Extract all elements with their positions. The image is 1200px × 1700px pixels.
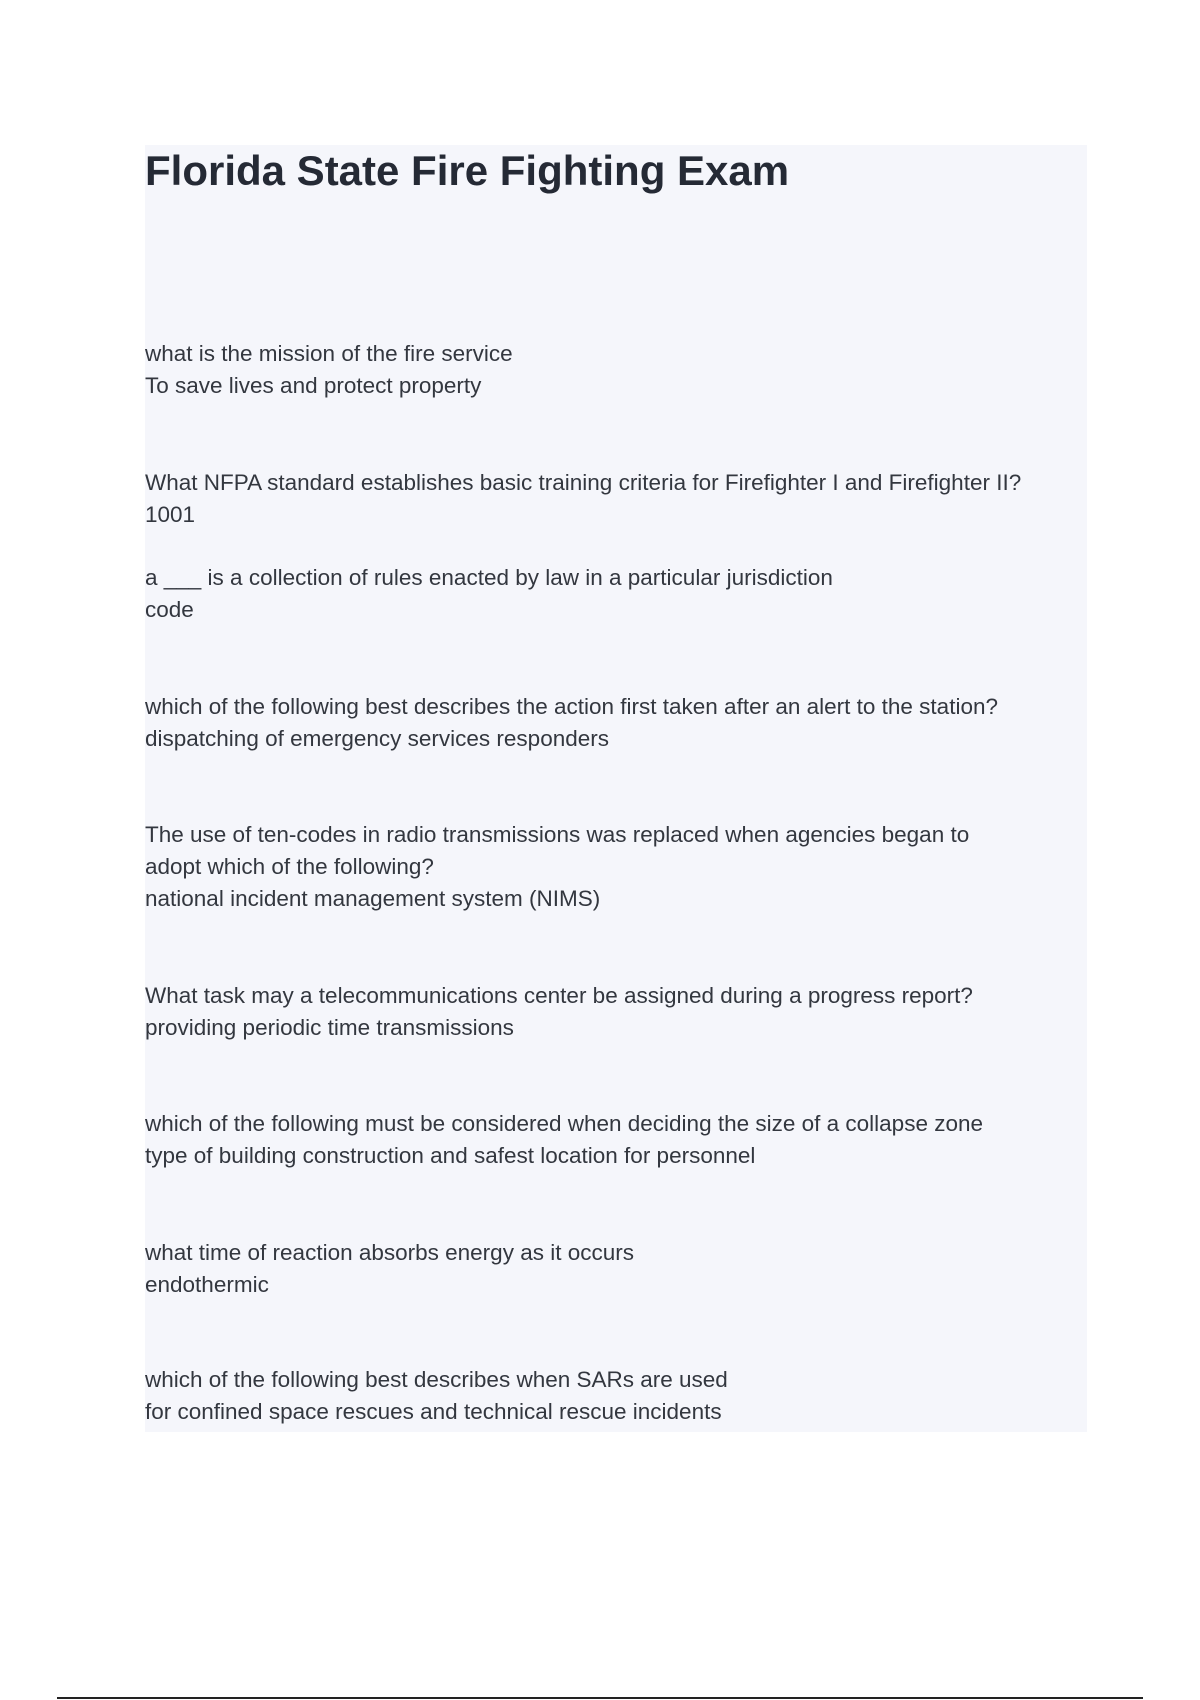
qa-item (145, 980, 1095, 1044)
question-text: which of the following must be considered when deciding the size of a collapse zone (145, 1111, 984, 1136)
question-text-line-2: adopt which of the following? (145, 854, 434, 879)
answer-text: dispatching of emergency services responders (145, 726, 609, 751)
qa-item (145, 819, 1095, 915)
answer-text: for confined space rescues and technical rescue incidents (145, 1399, 722, 1424)
answer-text: To save lives and protect property (145, 373, 482, 398)
qa-item (145, 338, 1095, 402)
question-text: what time of reaction absorbs energy as it occurs (145, 1240, 634, 1265)
question-text: what is the mission of the fire service (145, 341, 513, 366)
page-bottom-rule (57, 1697, 1143, 1699)
answer-text: code (145, 597, 194, 622)
qa-item (145, 467, 1095, 531)
question-text: which of the following best describes when SARs are used (145, 1367, 728, 1392)
question-text: What task may a telecommunications center be assigned during a progress report? (145, 983, 973, 1008)
answer-text: providing periodic time transmissions (145, 1015, 514, 1040)
qa-item (145, 1108, 1095, 1172)
question-text-line-1: The use of ten-codes in radio transmissions was replaced when agencies began to (145, 822, 970, 847)
qa-item (145, 1237, 1095, 1301)
question-text: which of the following best describes the action first taken after an alert to the station? (145, 694, 998, 719)
qa-item (145, 691, 1095, 755)
qa-item (145, 1364, 1095, 1428)
answer-text: type of building construction and safest location for personnel (145, 1143, 756, 1168)
question-text: What NFPA standard establishes basic training criteria for Firefighter I and Firefighter II? (145, 470, 1022, 495)
question-text: a ___ is a collection of rules enacted by law in a particular jurisdiction (145, 565, 833, 590)
qa-item (145, 562, 1095, 626)
answer-text: 1001 (145, 502, 196, 527)
answer-text: endothermic (145, 1272, 269, 1297)
answer-text: national incident management system (NIMS) (145, 886, 601, 911)
page-title: Florida State Fire Fighting Exam (145, 147, 790, 194)
